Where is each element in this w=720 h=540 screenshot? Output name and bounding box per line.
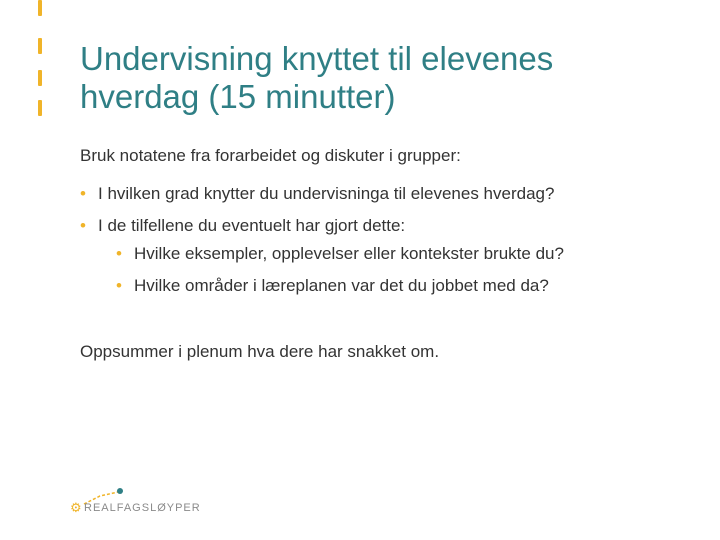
sub-bullet-item [116, 276, 549, 296]
gear-icon: ⚙ [70, 500, 82, 515]
summary-text: Oppsummer i plenum hva dere har snakket om. [80, 342, 440, 361]
intro-text: Bruk notatene fra forarbeidet og diskuter i grupper: [80, 146, 461, 165]
accent-dashes [38, 0, 42, 120]
bullet-icon: • [116, 244, 122, 263]
bullet-text: I hvilken grad knytter du undervisninga til elevenes hverdag? [98, 184, 555, 203]
accent-dash [38, 0, 42, 16]
bullet-item [80, 184, 554, 204]
logo-text: REALFAGSLØYPER [84, 502, 201, 514]
realfagsloyper-logo [70, 486, 200, 526]
bullet-text: Hvilke områder i læreplanen var det du jobbet med da? [134, 276, 549, 295]
accent-dash [38, 100, 42, 116]
bullet-text: I de tilfellene du eventuelt har gjort dette: [98, 216, 406, 235]
accent-dash [38, 70, 42, 86]
accent-dash [38, 38, 42, 54]
bullet-icon: • [80, 216, 86, 235]
bullet-text: Hvilke eksempler, opplevelser eller kontekster brukte du? [134, 244, 564, 263]
sub-bullet-item [116, 244, 564, 264]
bullet-icon: • [80, 184, 86, 203]
slide-title: Undervisning knyttet til elevenes hverdag (15 minutter) [80, 40, 554, 115]
bullet-icon: • [116, 276, 122, 295]
bullet-item [80, 216, 405, 236]
